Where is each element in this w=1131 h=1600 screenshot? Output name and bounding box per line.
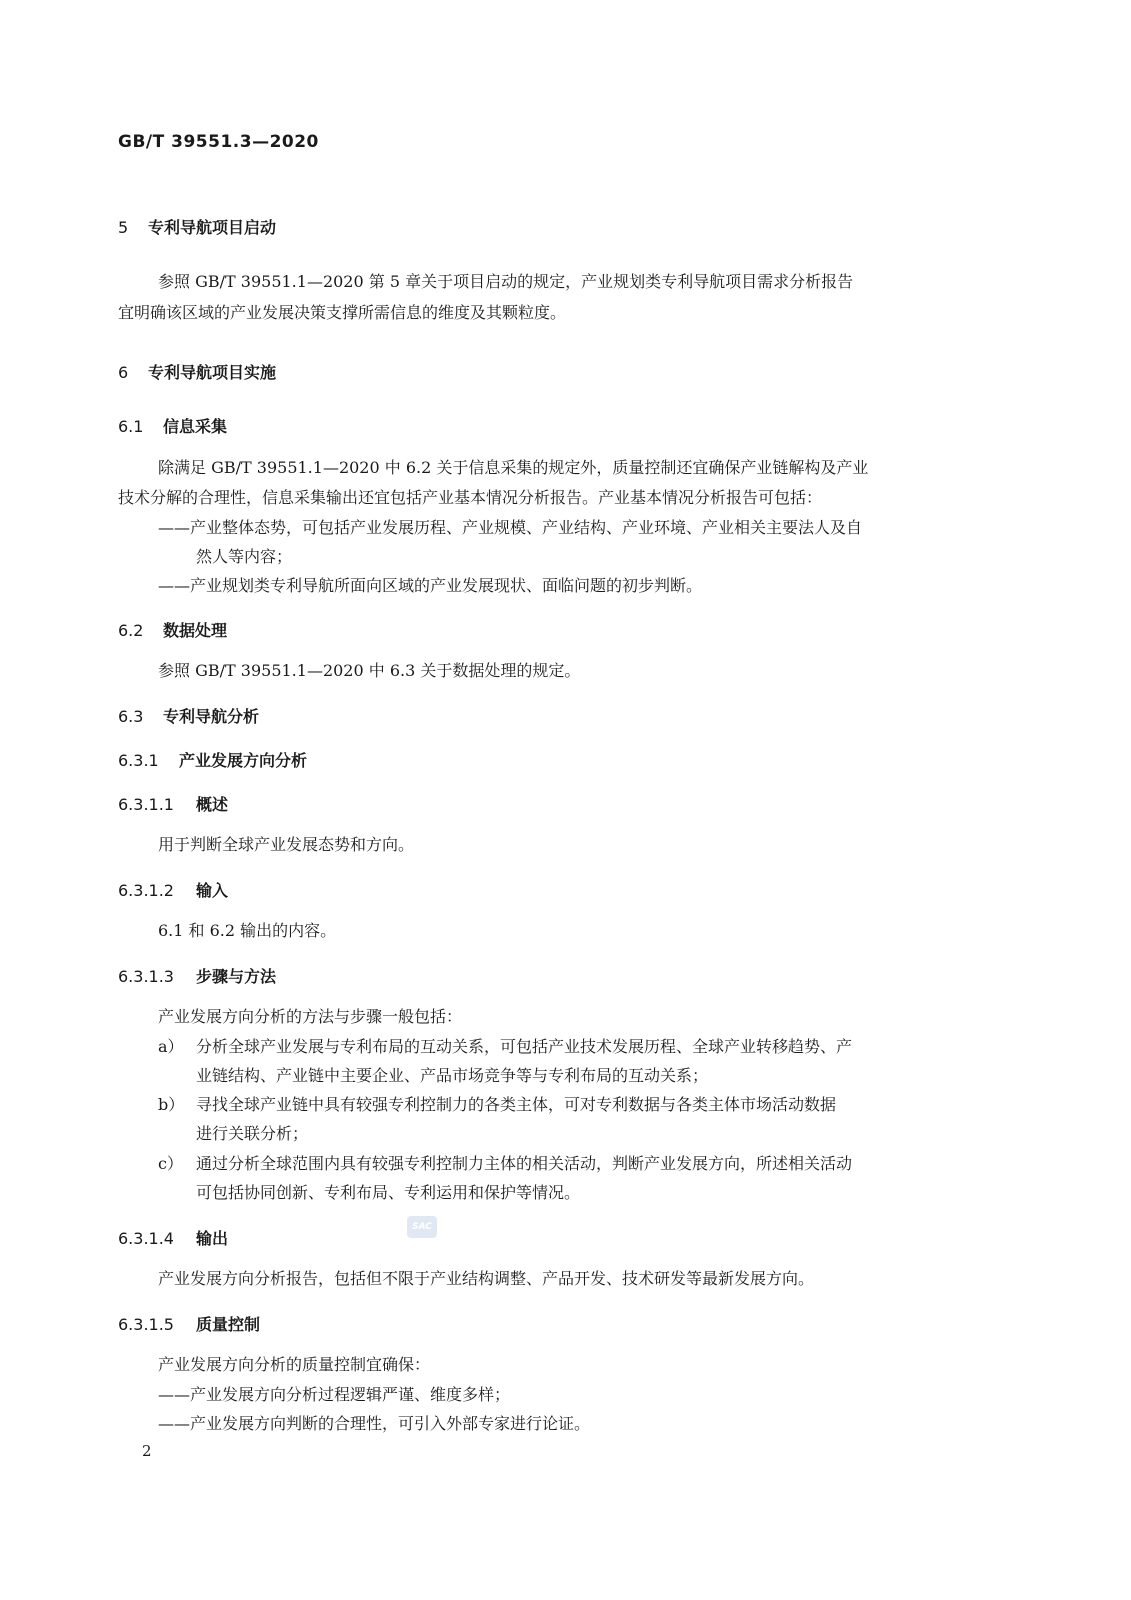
section-title: 信息采集 — [163, 417, 228, 436]
paragraph-line: 产业发展方向分析的质量控制宜确保： — [158, 1355, 431, 1374]
list-item-text: 业链结构、产业链中主要企业、产品市场竞争等与专利布局的互动关系； — [196, 1066, 709, 1085]
list-item-label: c） — [158, 1154, 183, 1173]
dash-list-item-continuation: 然人等内容； — [196, 547, 293, 566]
section-title: 专利导航分析 — [163, 707, 260, 726]
section-title: 专利导航项目实施 — [148, 363, 277, 382]
list-item-text: 通过分析全球范围内具有较强专利控制力主体的相关活动，判断产业发展方向，所述相关活动 — [196, 1154, 853, 1173]
section-number: 6.3.1.2 — [118, 881, 174, 900]
section-number: 6.3.1.5 — [118, 1315, 174, 1334]
list-item-text: 寻找全球产业链中具有较强专利控制力的各类主体，可对专利数据与各类主体市场活动数据 — [196, 1095, 837, 1114]
dash-list-item: ——产业发展方向分析过程逻辑严谨、维度多样； — [158, 1385, 511, 1404]
paragraph-line: 6.1 和 6.2 输出的内容。 — [158, 921, 337, 940]
dash-list-item: ——产业规划类专利导航所面向区域的产业发展现状、面临问题的初步判断。 — [158, 576, 703, 595]
sac-watermark-logo: SAC — [407, 1216, 437, 1238]
section-number: 6.2 — [118, 621, 144, 640]
list-item-label: a） — [158, 1037, 184, 1056]
paragraph-line: 除满足 GB/T 39551.1—2020 中 6.2 关于信息采集的规定外，质量控制还宜确保产业链解构及产业 — [158, 458, 869, 477]
heading-section-6-2 — [118, 618, 227, 641]
paragraph-line: 参照 GB/T 39551.1—2020 第 5 章关于项目启动的规定，产业规划类专利导航项目需求分析报告 — [158, 272, 854, 291]
list-item-text: 分析全球产业发展与专利布局的互动关系，可包括产业技术发展历程、全球产业转移趋势、产 — [196, 1037, 853, 1056]
paragraph-line: 产业发展方向分析报告，包括但不限于产业结构调整、产品开发、技术研发等最新发展方向。 — [158, 1269, 815, 1288]
heading-section-6-3-1-1 — [118, 792, 228, 815]
section-number: 5 — [118, 218, 129, 237]
heading-section-6-3-1-2 — [118, 878, 228, 901]
heading-section-5 — [118, 215, 276, 238]
heading-section-6-3-1-5 — [118, 1312, 260, 1335]
heading-section-6-3-1-4 — [118, 1226, 228, 1249]
section-title: 产业发展方向分析 — [179, 751, 308, 770]
section-number: 6.3 — [118, 707, 144, 726]
section-number: 6.3.1.3 — [118, 967, 174, 986]
section-title: 步骤与方法 — [196, 967, 277, 986]
heading-section-6-1 — [118, 414, 227, 437]
section-title: 专利导航项目启动 — [148, 218, 277, 237]
paragraph-line: 用于判断全球产业发展态势和方向。 — [158, 835, 415, 854]
heading-section-6-3 — [118, 704, 259, 727]
list-item-label: b） — [158, 1095, 185, 1114]
page-number: 2 — [142, 1442, 152, 1460]
dash-list-item: ——产业整体态势，可包括产业发展历程、产业规模、产业结构、产业环境、产业相关主要法人及自 — [158, 518, 863, 537]
section-number: 6.3.1 — [118, 751, 159, 770]
list-item-text: 可包括协同创新、专利布局、专利运用和保护等情况。 — [196, 1183, 581, 1202]
paragraph-line: 参照 GB/T 39551.1—2020 中 6.3 关于数据处理的规定。 — [158, 661, 581, 680]
paragraph-line: 产业发展方向分析的方法与步骤一般包括： — [158, 1007, 463, 1026]
list-item-text: 进行关联分析； — [196, 1124, 309, 1143]
heading-section-6-3-1-3 — [118, 964, 276, 987]
paragraph-line: 技术分解的合理性，信息采集输出还宜包括产业基本情况分析报告。产业基本情况分析报告可包括： — [118, 488, 823, 507]
section-number: 6 — [118, 363, 129, 382]
standard-code: GB/T 39551.3—2020 — [118, 132, 319, 152]
section-title: 概述 — [196, 795, 229, 814]
section-title: 输入 — [196, 881, 229, 900]
heading-section-6-3-1 — [118, 748, 307, 771]
section-title: 数据处理 — [163, 621, 228, 640]
section-title: 输出 — [196, 1229, 229, 1248]
section-number: 6.1 — [118, 417, 144, 436]
section-number: 6.3.1.1 — [118, 795, 174, 814]
paragraph-line: 宜明确该区域的产业发展决策支撑所需信息的维度及其颗粒度。 — [118, 303, 567, 322]
section-number: 6.3.1.4 — [118, 1229, 174, 1248]
dash-list-item: ——产业发展方向判断的合理性，可引入外部专家进行论证。 — [158, 1414, 591, 1433]
heading-section-6 — [118, 360, 276, 383]
section-title: 质量控制 — [196, 1315, 261, 1334]
